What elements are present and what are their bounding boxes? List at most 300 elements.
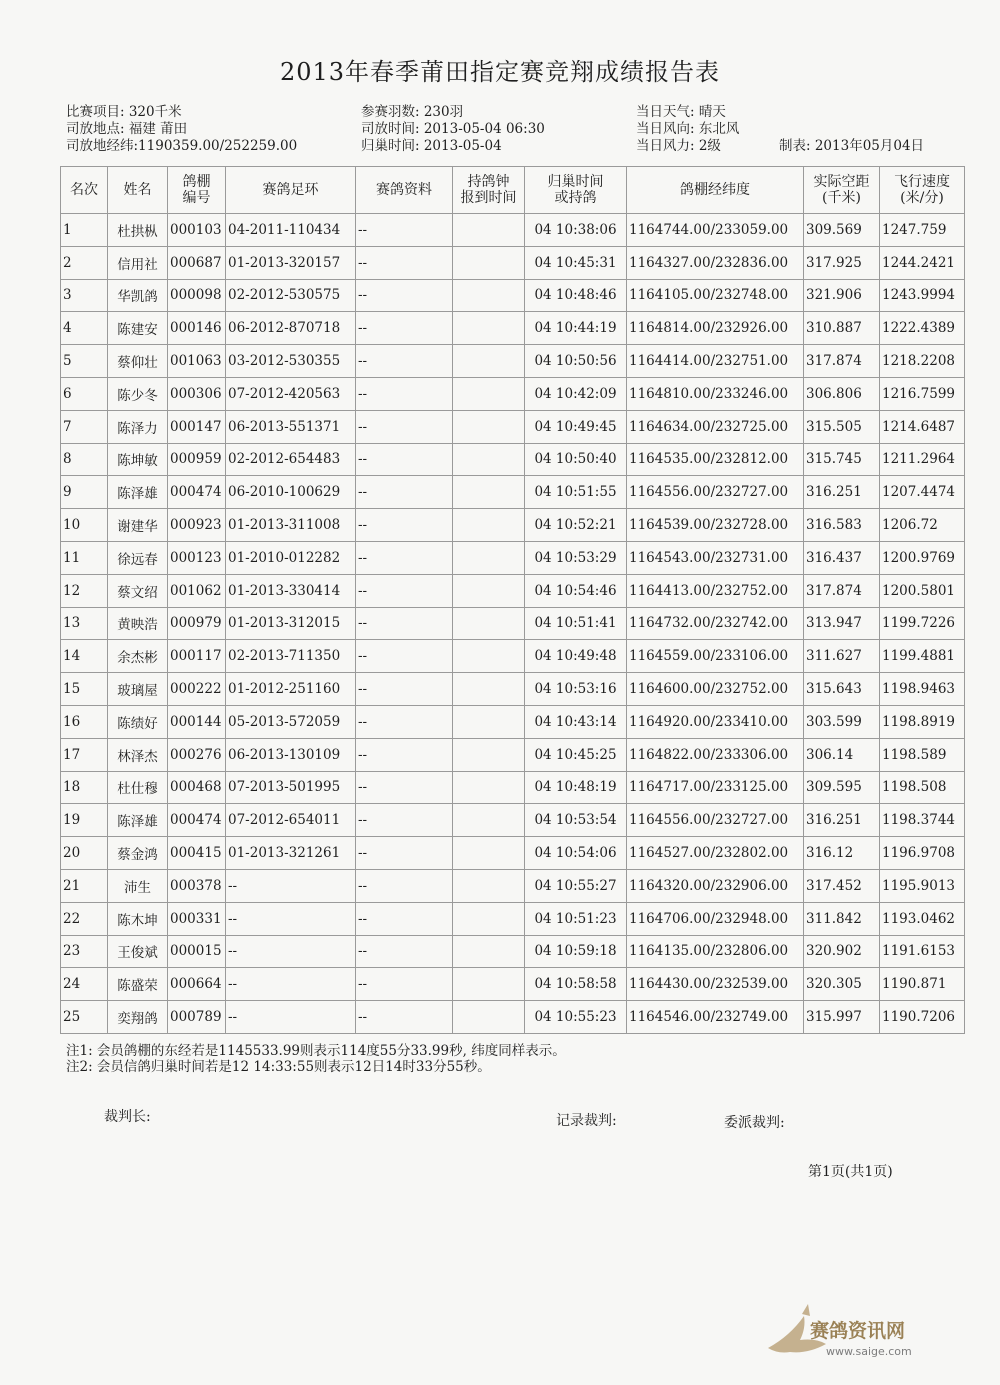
table-cell: 蔡仰壮 bbox=[108, 345, 168, 378]
table-cell: 000144 bbox=[168, 705, 226, 738]
table-cell: 04 10:38:06 bbox=[525, 214, 627, 247]
table-cell: 04 10:52:21 bbox=[525, 509, 627, 542]
table-cell: 1196.9708 bbox=[880, 837, 965, 870]
table-cell: 001063 bbox=[168, 345, 226, 378]
table-cell: -- bbox=[356, 935, 453, 968]
table-cell: 000276 bbox=[168, 738, 226, 771]
table-cell: 17 bbox=[61, 738, 108, 771]
table-cell: 陈建安 bbox=[108, 312, 168, 345]
table-cell: 04 10:55:27 bbox=[525, 869, 627, 902]
table-cell: 311.627 bbox=[804, 640, 880, 673]
table-cell: 01-2013-320157 bbox=[226, 246, 356, 279]
table-cell: 1214.6487 bbox=[880, 410, 965, 443]
column-header-line: (米/分) bbox=[900, 190, 944, 206]
table-cell: 华凯鸽 bbox=[108, 279, 168, 312]
table-cell: 1164327.00/232836.00 bbox=[627, 246, 804, 279]
table-cell: 1198.8919 bbox=[880, 705, 965, 738]
table-cell: 陈泽力 bbox=[108, 410, 168, 443]
table-cell: 000378 bbox=[168, 869, 226, 902]
table-cell: 1200.9769 bbox=[880, 541, 965, 574]
column-header bbox=[627, 167, 804, 214]
column-header-line: 编号 bbox=[182, 190, 211, 206]
table-cell: 000103 bbox=[168, 214, 226, 247]
notes bbox=[66, 1043, 566, 1075]
meta-left bbox=[66, 104, 297, 155]
table-cell: 04 10:51:41 bbox=[525, 607, 627, 640]
table-cell: 林泽杰 bbox=[108, 738, 168, 771]
table-cell: 04 10:53:54 bbox=[525, 804, 627, 837]
table-cell: 25 bbox=[61, 1001, 108, 1034]
table-cell: 001062 bbox=[168, 574, 226, 607]
watermark-url: www.saige.com bbox=[826, 1345, 912, 1358]
recorder-referee-label: 记录裁判: bbox=[556, 1113, 617, 1129]
table-cell: -- bbox=[356, 476, 453, 509]
watermark-name: 赛鸽资讯网 bbox=[810, 1320, 906, 1342]
table-cell: 000474 bbox=[168, 804, 226, 837]
table-cell: 1218.2208 bbox=[880, 345, 965, 378]
table-cell: 316.583 bbox=[804, 509, 880, 542]
table-cell: -- bbox=[356, 607, 453, 640]
table-cell: 陈木坤 bbox=[108, 902, 168, 935]
table-row bbox=[61, 279, 965, 312]
watermark bbox=[760, 1298, 960, 1370]
table-row bbox=[61, 607, 965, 640]
table-cell: 玻璃屋 bbox=[108, 673, 168, 706]
table-row bbox=[61, 640, 965, 673]
table-cell: -- bbox=[356, 804, 453, 837]
table-cell: 1164414.00/232751.00 bbox=[627, 345, 804, 378]
table-row bbox=[61, 377, 965, 410]
table-cell: 000923 bbox=[168, 509, 226, 542]
column-header-line: 姓名 bbox=[123, 182, 152, 198]
table-cell: 000415 bbox=[168, 837, 226, 870]
table-cell: 315.997 bbox=[804, 1001, 880, 1034]
table-cell: 1164822.00/233306.00 bbox=[627, 738, 804, 771]
table-body bbox=[61, 214, 965, 1034]
table-cell: 06-2012-870718 bbox=[226, 312, 356, 345]
table-cell bbox=[453, 345, 525, 378]
table-cell: 3 bbox=[61, 279, 108, 312]
table-cell: 317.925 bbox=[804, 246, 880, 279]
table-cell: 303.599 bbox=[804, 705, 880, 738]
table-row bbox=[61, 1001, 965, 1034]
table-cell: 000222 bbox=[168, 673, 226, 706]
table-row bbox=[61, 935, 965, 968]
table-cell: 1164556.00/232727.00 bbox=[627, 476, 804, 509]
table-cell: 01-2010-012282 bbox=[226, 541, 356, 574]
table-cell bbox=[453, 1001, 525, 1034]
table-cell: 1195.9013 bbox=[880, 869, 965, 902]
table-cell bbox=[453, 935, 525, 968]
table-cell: -- bbox=[356, 443, 453, 476]
table-cell: 1222.4389 bbox=[880, 312, 965, 345]
table-cell: 01-2012-251160 bbox=[226, 673, 356, 706]
table-cell: 16 bbox=[61, 705, 108, 738]
column-header-line: 飞行速度 bbox=[894, 174, 950, 190]
table-cell: 6 bbox=[61, 377, 108, 410]
column-header-line: 名次 bbox=[70, 182, 98, 198]
table-cell: 311.842 bbox=[804, 902, 880, 935]
table-row bbox=[61, 673, 965, 706]
column-header bbox=[108, 167, 168, 214]
table-cell: 1247.759 bbox=[880, 214, 965, 247]
table-cell: 14 bbox=[61, 640, 108, 673]
meta-wind-force: 当日风力: 2级 bbox=[636, 138, 721, 154]
table-cell: 000789 bbox=[168, 1001, 226, 1034]
table-cell: 317.874 bbox=[804, 345, 880, 378]
table-row bbox=[61, 345, 965, 378]
table-cell: -- bbox=[356, 771, 453, 804]
table-cell: 04 10:45:25 bbox=[525, 738, 627, 771]
table-cell: 07-2012-654011 bbox=[226, 804, 356, 837]
table-cell: 1164413.00/232752.00 bbox=[627, 574, 804, 607]
table-cell: 1243.9994 bbox=[880, 279, 965, 312]
table-cell: 320.305 bbox=[804, 968, 880, 1001]
table-cell: 000959 bbox=[168, 443, 226, 476]
table-cell bbox=[453, 377, 525, 410]
table-cell: 2 bbox=[61, 246, 108, 279]
table-cell: 1164706.00/232948.00 bbox=[627, 902, 804, 935]
table-cell bbox=[453, 509, 525, 542]
table-cell: 000123 bbox=[168, 541, 226, 574]
table-cell bbox=[453, 673, 525, 706]
table-cell: 1164744.00/233059.00 bbox=[627, 214, 804, 247]
table-cell: -- bbox=[356, 410, 453, 443]
table-row bbox=[61, 738, 965, 771]
table-cell: 000015 bbox=[168, 935, 226, 968]
meta-middle bbox=[361, 104, 545, 155]
table-cell: 1199.4881 bbox=[880, 640, 965, 673]
table-cell bbox=[453, 837, 525, 870]
table-cell: -- bbox=[356, 377, 453, 410]
table-cell: -- bbox=[356, 1001, 453, 1034]
table-cell: 04 10:49:45 bbox=[525, 410, 627, 443]
table-cell bbox=[453, 214, 525, 247]
column-header-line: 或持鸽 bbox=[554, 190, 597, 206]
table-cell: 315.643 bbox=[804, 673, 880, 706]
meta-return-time: 归巢时间: 2013-05-04 bbox=[361, 138, 502, 154]
table-cell: 谢建华 bbox=[108, 509, 168, 542]
meta-release-time: 司放时间: 2013-05-04 06:30 bbox=[361, 121, 545, 137]
table-cell: 王俊斌 bbox=[108, 935, 168, 968]
table-cell: 04 10:45:31 bbox=[525, 246, 627, 279]
table-cell: -- bbox=[356, 574, 453, 607]
table-cell bbox=[453, 804, 525, 837]
table-row bbox=[61, 705, 965, 738]
column-header bbox=[453, 167, 525, 214]
table-cell: 1164814.00/232926.00 bbox=[627, 312, 804, 345]
meta-wind-direction: 当日风向: 东北风 bbox=[636, 121, 740, 137]
table-cell: 000146 bbox=[168, 312, 226, 345]
table-cell: -- bbox=[356, 312, 453, 345]
table-cell: 1200.5801 bbox=[880, 574, 965, 607]
table-cell: 04 10:51:23 bbox=[525, 902, 627, 935]
column-header-line: (千米) bbox=[822, 190, 861, 206]
table-row bbox=[61, 476, 965, 509]
table-cell: 1164320.00/232906.00 bbox=[627, 869, 804, 902]
table-cell: 04 10:43:14 bbox=[525, 705, 627, 738]
table-cell: 07-2013-501995 bbox=[226, 771, 356, 804]
table-cell: 陈坤敏 bbox=[108, 443, 168, 476]
table-cell: 306.14 bbox=[804, 738, 880, 771]
column-header bbox=[356, 167, 453, 214]
table-cell: 04 10:49:48 bbox=[525, 640, 627, 673]
table-cell: 1164135.00/232806.00 bbox=[627, 935, 804, 968]
table-cell: 06-2013-130109 bbox=[226, 738, 356, 771]
table-cell: 04 10:51:55 bbox=[525, 476, 627, 509]
table-cell: 1164543.00/232731.00 bbox=[627, 541, 804, 574]
table-cell: 04 10:50:40 bbox=[525, 443, 627, 476]
table-cell: 1190.7206 bbox=[880, 1001, 965, 1034]
table-cell: 7 bbox=[61, 410, 108, 443]
table-cell: 1198.3744 bbox=[880, 804, 965, 837]
table-row bbox=[61, 968, 965, 1001]
table-cell: 10 bbox=[61, 509, 108, 542]
table-cell: 蔡文绍 bbox=[108, 574, 168, 607]
note-1: 注1: 会员鸽棚的东经若是1145533.99则表示114度55分33.99秒, 纬度同样表示。 bbox=[66, 1043, 566, 1059]
table-cell: 02-2013-711350 bbox=[226, 640, 356, 673]
table-cell: 1164556.00/232727.00 bbox=[627, 804, 804, 837]
table-cell: 19 bbox=[61, 804, 108, 837]
column-header bbox=[61, 167, 108, 214]
table-cell: 000306 bbox=[168, 377, 226, 410]
table-cell: 04 10:42:09 bbox=[525, 377, 627, 410]
table-cell: 12 bbox=[61, 574, 108, 607]
table-cell: 04 10:53:16 bbox=[525, 673, 627, 706]
table-cell: 317.874 bbox=[804, 574, 880, 607]
column-header-line: 赛鸽资料 bbox=[376, 182, 432, 198]
table-cell: 000474 bbox=[168, 476, 226, 509]
table-cell: 316.251 bbox=[804, 476, 880, 509]
table-cell: 04 10:53:29 bbox=[525, 541, 627, 574]
table-cell: 1211.2964 bbox=[880, 443, 965, 476]
table-cell: 5 bbox=[61, 345, 108, 378]
table-cell: 1206.72 bbox=[880, 509, 965, 542]
table-cell: 1164539.00/232728.00 bbox=[627, 509, 804, 542]
table-cell: 4 bbox=[61, 312, 108, 345]
table-cell: 000098 bbox=[168, 279, 226, 312]
table-cell: -- bbox=[356, 345, 453, 378]
table-cell: 06-2010-100629 bbox=[226, 476, 356, 509]
table-cell: 316.437 bbox=[804, 541, 880, 574]
table-cell: 1199.7226 bbox=[880, 607, 965, 640]
table-cell: 000468 bbox=[168, 771, 226, 804]
table-cell: 1207.4474 bbox=[880, 476, 965, 509]
table-cell: 04 10:48:46 bbox=[525, 279, 627, 312]
delegate-referee-label: 委派裁判: bbox=[724, 1115, 785, 1131]
table-cell: 06-2013-551371 bbox=[226, 410, 356, 443]
table-cell: 1164535.00/232812.00 bbox=[627, 443, 804, 476]
table-cell bbox=[453, 312, 525, 345]
table-cell: 1164810.00/233246.00 bbox=[627, 377, 804, 410]
meta-item: 比赛项目: 320千米 bbox=[66, 104, 182, 120]
table-cell: 316.12 bbox=[804, 837, 880, 870]
table-cell: 01-2013-312015 bbox=[226, 607, 356, 640]
meta-right bbox=[636, 104, 739, 155]
table-cell bbox=[453, 705, 525, 738]
table-cell: 1164430.00/232539.00 bbox=[627, 968, 804, 1001]
table-cell: 1164732.00/232742.00 bbox=[627, 607, 804, 640]
table-cell: -- bbox=[356, 673, 453, 706]
column-header bbox=[525, 167, 627, 214]
table-cell: 1198.508 bbox=[880, 771, 965, 804]
table-cell: 1244.2421 bbox=[880, 246, 965, 279]
table-cell: 1198.9463 bbox=[880, 673, 965, 706]
table-cell: 05-2013-572059 bbox=[226, 705, 356, 738]
table-header-row bbox=[61, 167, 965, 214]
table-cell: 1164717.00/233125.00 bbox=[627, 771, 804, 804]
table-cell: 1198.589 bbox=[880, 738, 965, 771]
table-cell: 000979 bbox=[168, 607, 226, 640]
table-cell: 01-2013-311008 bbox=[226, 509, 356, 542]
table-row bbox=[61, 246, 965, 279]
table-cell: 陈绩好 bbox=[108, 705, 168, 738]
table-cell bbox=[453, 968, 525, 1001]
table-cell: 000331 bbox=[168, 902, 226, 935]
table-cell: -- bbox=[226, 968, 356, 1001]
table-row bbox=[61, 574, 965, 607]
table-cell: 杜拱枞 bbox=[108, 214, 168, 247]
table-cell: 1 bbox=[61, 214, 108, 247]
table-cell: 04 10:44:19 bbox=[525, 312, 627, 345]
table-cell: 01-2013-330414 bbox=[226, 574, 356, 607]
table-cell: 奕翔鸽 bbox=[108, 1001, 168, 1034]
table-cell: -- bbox=[356, 279, 453, 312]
table-cell: 杜仕穆 bbox=[108, 771, 168, 804]
table-cell: 22 bbox=[61, 902, 108, 935]
table-cell: 04 10:54:06 bbox=[525, 837, 627, 870]
table-cell: 1164634.00/232725.00 bbox=[627, 410, 804, 443]
table-cell: 000117 bbox=[168, 640, 226, 673]
table-cell: 11 bbox=[61, 541, 108, 574]
table-cell bbox=[453, 410, 525, 443]
table-cell: 18 bbox=[61, 771, 108, 804]
table-cell bbox=[453, 902, 525, 935]
table-cell: 313.947 bbox=[804, 607, 880, 640]
table-row bbox=[61, 410, 965, 443]
table-cell: 321.906 bbox=[804, 279, 880, 312]
table-cell: 01-2013-321261 bbox=[226, 837, 356, 870]
table-cell: 信用社 bbox=[108, 246, 168, 279]
table-cell: 1193.0462 bbox=[880, 902, 965, 935]
table-cell bbox=[453, 246, 525, 279]
table-cell: 蔡金鸿 bbox=[108, 837, 168, 870]
page-title: 2013年春季莆田指定赛竞翔成绩报告表 bbox=[279, 58, 721, 86]
table-cell: 8 bbox=[61, 443, 108, 476]
table-cell: -- bbox=[356, 640, 453, 673]
table-cell: 000664 bbox=[168, 968, 226, 1001]
table-cell: 04-2011-110434 bbox=[226, 214, 356, 247]
table-cell: 04 10:58:58 bbox=[525, 968, 627, 1001]
column-header bbox=[880, 167, 965, 214]
table-cell: -- bbox=[356, 705, 453, 738]
table-cell bbox=[453, 443, 525, 476]
table-cell: 04 10:54:46 bbox=[525, 574, 627, 607]
table-cell bbox=[453, 607, 525, 640]
table-cell: 03-2012-530355 bbox=[226, 345, 356, 378]
table-cell bbox=[453, 574, 525, 607]
column-header-line: 赛鸽足环 bbox=[262, 182, 319, 198]
column-header-line: 报到时间 bbox=[460, 190, 517, 206]
table-cell: 1164527.00/232802.00 bbox=[627, 837, 804, 870]
table-row bbox=[61, 837, 965, 870]
table-cell: 309.569 bbox=[804, 214, 880, 247]
table-cell: 02-2012-530575 bbox=[226, 279, 356, 312]
meta-release-place: 司放地点: 福建 莆田 bbox=[66, 121, 188, 137]
table-cell: 陈泽雄 bbox=[108, 804, 168, 837]
table-row bbox=[61, 509, 965, 542]
table-row bbox=[61, 214, 965, 247]
table-cell: -- bbox=[356, 509, 453, 542]
table-cell: -- bbox=[356, 246, 453, 279]
table-cell: 306.806 bbox=[804, 377, 880, 410]
table-cell: 320.902 bbox=[804, 935, 880, 968]
table-cell: 315.745 bbox=[804, 443, 880, 476]
note-2: 注2: 会员信鸽归巢时间若是12 14:33:55则表示12日14时33分55秒。 bbox=[66, 1059, 491, 1075]
table-cell: -- bbox=[356, 541, 453, 574]
table-cell: -- bbox=[356, 902, 453, 935]
table-cell: 317.452 bbox=[804, 869, 880, 902]
table-cell: 陈少冬 bbox=[108, 377, 168, 410]
table-cell: 陈盛荣 bbox=[108, 968, 168, 1001]
table-cell: 13 bbox=[61, 607, 108, 640]
column-header-line: 归巢时间 bbox=[547, 174, 604, 190]
table-cell bbox=[453, 279, 525, 312]
meta-made-date: 制表: 2013年05月04日 bbox=[779, 138, 925, 154]
table-cell: -- bbox=[356, 214, 453, 247]
table-cell: -- bbox=[226, 869, 356, 902]
column-header-line: 持鸽钟 bbox=[467, 174, 510, 190]
meta-weather: 当日天气: 晴天 bbox=[636, 104, 726, 120]
table-cell: 徐远春 bbox=[108, 541, 168, 574]
column-header-line: 鸽棚 bbox=[182, 174, 211, 190]
table-cell: 20 bbox=[61, 837, 108, 870]
table-cell: 02-2012-654483 bbox=[226, 443, 356, 476]
table-cell: 310.887 bbox=[804, 312, 880, 345]
meta-entries: 参赛羽数: 230羽 bbox=[361, 104, 464, 120]
table-cell: 1164105.00/232748.00 bbox=[627, 279, 804, 312]
table-cell: -- bbox=[356, 869, 453, 902]
table-cell bbox=[453, 771, 525, 804]
chief-referee-label: 裁判长: bbox=[104, 1109, 151, 1125]
table-cell bbox=[453, 869, 525, 902]
table-cell: 黄映浩 bbox=[108, 607, 168, 640]
table-cell: 陈泽雄 bbox=[108, 476, 168, 509]
table-cell: 315.505 bbox=[804, 410, 880, 443]
meta-release-coords: 司放地经纬:1190359.00/252259.00 bbox=[66, 138, 298, 154]
table-row bbox=[61, 771, 965, 804]
table-cell: 沛生 bbox=[108, 869, 168, 902]
table-cell: 15 bbox=[61, 673, 108, 706]
table-cell: 316.251 bbox=[804, 804, 880, 837]
table-cell bbox=[453, 476, 525, 509]
table-cell: 309.595 bbox=[804, 771, 880, 804]
table-cell: 1164546.00/232749.00 bbox=[627, 1001, 804, 1034]
table-row bbox=[61, 541, 965, 574]
table-cell: 04 10:50:56 bbox=[525, 345, 627, 378]
table-cell: 1216.7599 bbox=[880, 377, 965, 410]
table-cell: 9 bbox=[61, 476, 108, 509]
results-table bbox=[60, 166, 965, 1034]
table-cell: -- bbox=[226, 902, 356, 935]
table-row bbox=[61, 869, 965, 902]
table-row bbox=[61, 443, 965, 476]
table-cell: 04 10:48:19 bbox=[525, 771, 627, 804]
column-header bbox=[226, 167, 356, 214]
table-cell: -- bbox=[226, 1001, 356, 1034]
column-header bbox=[168, 167, 226, 214]
table-cell: 1191.6153 bbox=[880, 935, 965, 968]
